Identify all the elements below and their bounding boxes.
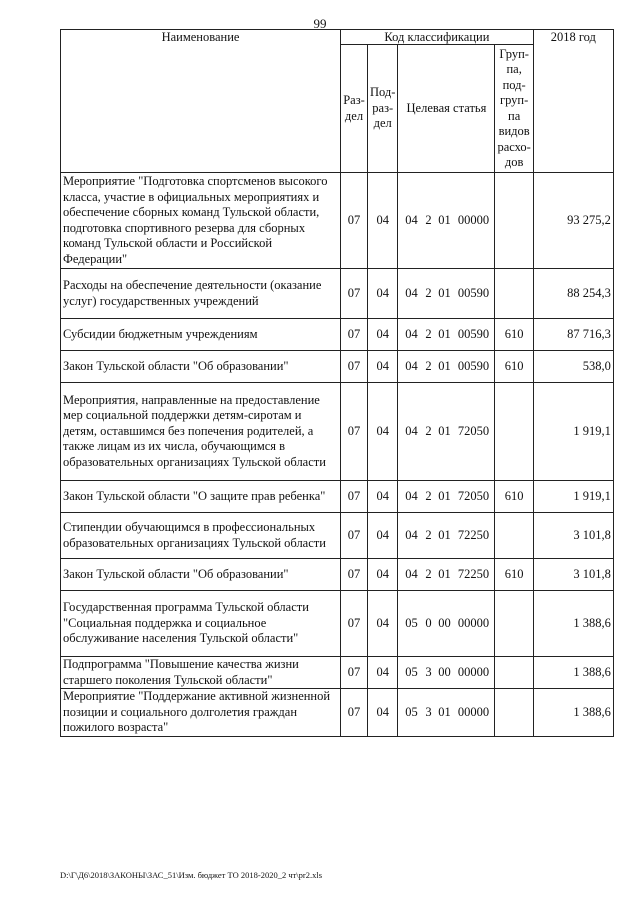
table-row	[61, 481, 614, 513]
header-razdel: Раз-дел	[341, 45, 368, 173]
target-article-part: 2	[425, 566, 432, 581]
row-name: Подпрограмма "Повышение качества жизни старшего поколения Тульской области"	[61, 657, 341, 689]
target-article-part: 00590	[457, 326, 490, 341]
row-podrazdel: 04	[368, 481, 398, 513]
row-amount: 3 101,8	[533, 513, 613, 559]
row-expense-group	[495, 173, 533, 269]
row-podrazdel: 04	[368, 657, 398, 689]
row-podrazdel: 04	[368, 559, 398, 591]
target-article-part: 00000	[457, 212, 490, 227]
row-podrazdel: 04	[368, 591, 398, 657]
target-article-part: 2	[425, 488, 432, 503]
row-amount: 1 388,6	[533, 591, 613, 657]
target-article-part: 05	[405, 615, 418, 630]
row-expense-group: 610	[495, 481, 533, 513]
row-name: Закон Тульской области "Об образовании"	[61, 351, 341, 383]
row-razdel: 07	[341, 657, 368, 689]
target-article-part: 01	[438, 704, 451, 719]
row-razdel: 07	[341, 481, 368, 513]
target-article-part: 01	[438, 527, 451, 542]
target-article-part: 01	[438, 285, 451, 300]
row-amount: 538,0	[533, 351, 613, 383]
table-row	[61, 319, 614, 351]
row-podrazdel: 04	[368, 689, 398, 737]
target-article-part: 05	[405, 704, 418, 719]
row-name: Государственная программа Тульской области "Социальная поддержка и социальное обслуживание населения Тульской области"	[61, 591, 341, 657]
table-header-row	[61, 30, 614, 45]
target-article-part: 00000	[457, 615, 490, 630]
row-podrazdel: 04	[368, 173, 398, 269]
row-name: Мероприятия, направленные на предоставление мер социальной поддержки детям-сиротам и детям, оставшимся без попечения родителей, а также лицам из их числа, обучающимся в образовательных организациях Тульской области	[61, 383, 341, 481]
table-row	[61, 513, 614, 559]
table-row	[61, 591, 614, 657]
budget-table	[60, 29, 614, 737]
target-article-part: 00	[438, 664, 451, 679]
target-article-part: 00000	[457, 704, 490, 719]
row-name: Закон Тульской области "Об образовании"	[61, 559, 341, 591]
row-target-article	[398, 657, 495, 689]
header-podrazdel: Под-раз-дел	[368, 45, 398, 173]
target-article-part: 04	[405, 423, 418, 438]
header-name: Наименование	[61, 30, 341, 173]
target-article-part: 05	[405, 664, 418, 679]
row-expense-group: 610	[495, 351, 533, 383]
row-razdel: 07	[341, 559, 368, 591]
row-name: Закон Тульской области "О защите прав ребенка"	[61, 481, 341, 513]
target-article-part: 2	[425, 212, 432, 227]
header-target: Целевая статья	[398, 45, 495, 173]
row-target-article	[398, 269, 495, 319]
target-article-part: 01	[438, 212, 451, 227]
target-article-part: 00	[438, 615, 451, 630]
target-article-part: 04	[405, 527, 418, 542]
table-row	[61, 269, 614, 319]
target-article-part: 0	[425, 615, 432, 630]
target-article-part: 72250	[457, 527, 490, 542]
row-amount: 3 101,8	[533, 559, 613, 591]
target-article-part: 01	[438, 358, 451, 373]
target-article-part: 01	[438, 566, 451, 581]
table-row	[61, 689, 614, 737]
target-article-part: 04	[405, 326, 418, 341]
row-expense-group	[495, 513, 533, 559]
row-target-article	[398, 559, 495, 591]
target-article-part: 04	[405, 358, 418, 373]
row-target-article	[398, 173, 495, 269]
row-name: Мероприятие "Подготовка спортсменов высокого класса, участие в официальных мероприятиях и обеспечение сборных команд Тульской области, подготовка спортивного резерва для сборных команд Тульской области и Российской Федерации"	[61, 173, 341, 269]
row-amount: 1 919,1	[533, 481, 613, 513]
target-article-part: 2	[425, 326, 432, 341]
row-expense-group: 610	[495, 559, 533, 591]
row-expense-group: 610	[495, 319, 533, 351]
target-article-part: 2	[425, 285, 432, 300]
row-expense-group	[495, 383, 533, 481]
row-podrazdel: 04	[368, 269, 398, 319]
target-article-part: 00590	[457, 285, 490, 300]
row-target-article	[398, 513, 495, 559]
table-row	[61, 657, 614, 689]
row-amount: 1 388,6	[533, 657, 613, 689]
row-name: Расходы на обеспечение деятельности (оказание услуг) государственных учреждений	[61, 269, 341, 319]
target-article-part: 04	[405, 566, 418, 581]
row-razdel: 07	[341, 269, 368, 319]
target-article-part: 72050	[457, 423, 490, 438]
row-expense-group	[495, 689, 533, 737]
header-classification: Код классификации	[341, 30, 534, 45]
row-expense-group	[495, 657, 533, 689]
row-target-article	[398, 319, 495, 351]
target-article-part: 00000	[457, 664, 490, 679]
target-article-part: 04	[405, 285, 418, 300]
row-target-article	[398, 689, 495, 737]
row-name: Стипендии обучающимся в профессиональных образовательных организациях Тульской области	[61, 513, 341, 559]
row-podrazdel: 04	[368, 513, 398, 559]
row-expense-group	[495, 269, 533, 319]
header-group: Груп-па, под-груп-па видов расхо-дов	[495, 45, 533, 173]
row-name: Субсидии бюджетным учреждениям	[61, 319, 341, 351]
table-row	[61, 559, 614, 591]
target-article-part: 2	[425, 527, 432, 542]
page-number: 99	[313, 16, 327, 31]
row-podrazdel: 04	[368, 351, 398, 383]
target-article-part: 72250	[457, 566, 490, 581]
row-target-article	[398, 351, 495, 383]
target-article-part: 04	[405, 488, 418, 503]
row-podrazdel: 04	[368, 383, 398, 481]
target-article-part: 2	[425, 423, 432, 438]
target-article-part: 2	[425, 358, 432, 373]
row-razdel: 07	[341, 383, 368, 481]
header-year: 2018 год	[533, 30, 613, 173]
row-target-article	[398, 383, 495, 481]
row-razdel: 07	[341, 591, 368, 657]
row-name: Мероприятие "Поддержание активной жизненной позиции и социального долголетия граждан пожилого возраста"	[61, 689, 341, 737]
row-razdel: 07	[341, 319, 368, 351]
table-row	[61, 383, 614, 481]
target-article-part: 01	[438, 423, 451, 438]
target-article-part: 04	[405, 212, 418, 227]
row-amount: 93 275,2	[533, 173, 613, 269]
row-amount: 1 388,6	[533, 689, 613, 737]
row-razdel: 07	[341, 351, 368, 383]
file-path-footer: D:\Г\Д6\2018\ЗАКОНЫ\ЗАС_51\Изм. бюджет ТО 2018-2020_2 чт\pr2.xls	[60, 870, 323, 880]
row-razdel: 07	[341, 513, 368, 559]
row-target-article	[398, 591, 495, 657]
row-podrazdel: 04	[368, 319, 398, 351]
target-article-part: 3	[425, 664, 432, 679]
row-expense-group	[495, 591, 533, 657]
target-article-part: 01	[438, 326, 451, 341]
table-row	[61, 173, 614, 269]
target-article-part: 00590	[457, 358, 490, 373]
table-row	[61, 351, 614, 383]
row-razdel: 07	[341, 689, 368, 737]
target-article-part: 01	[438, 488, 451, 503]
row-amount: 1 919,1	[533, 383, 613, 481]
target-article-part: 72050	[457, 488, 490, 503]
row-amount: 88 254,3	[533, 269, 613, 319]
target-article-part: 3	[425, 704, 432, 719]
row-target-article	[398, 481, 495, 513]
row-razdel: 07	[341, 173, 368, 269]
row-amount: 87 716,3	[533, 319, 613, 351]
